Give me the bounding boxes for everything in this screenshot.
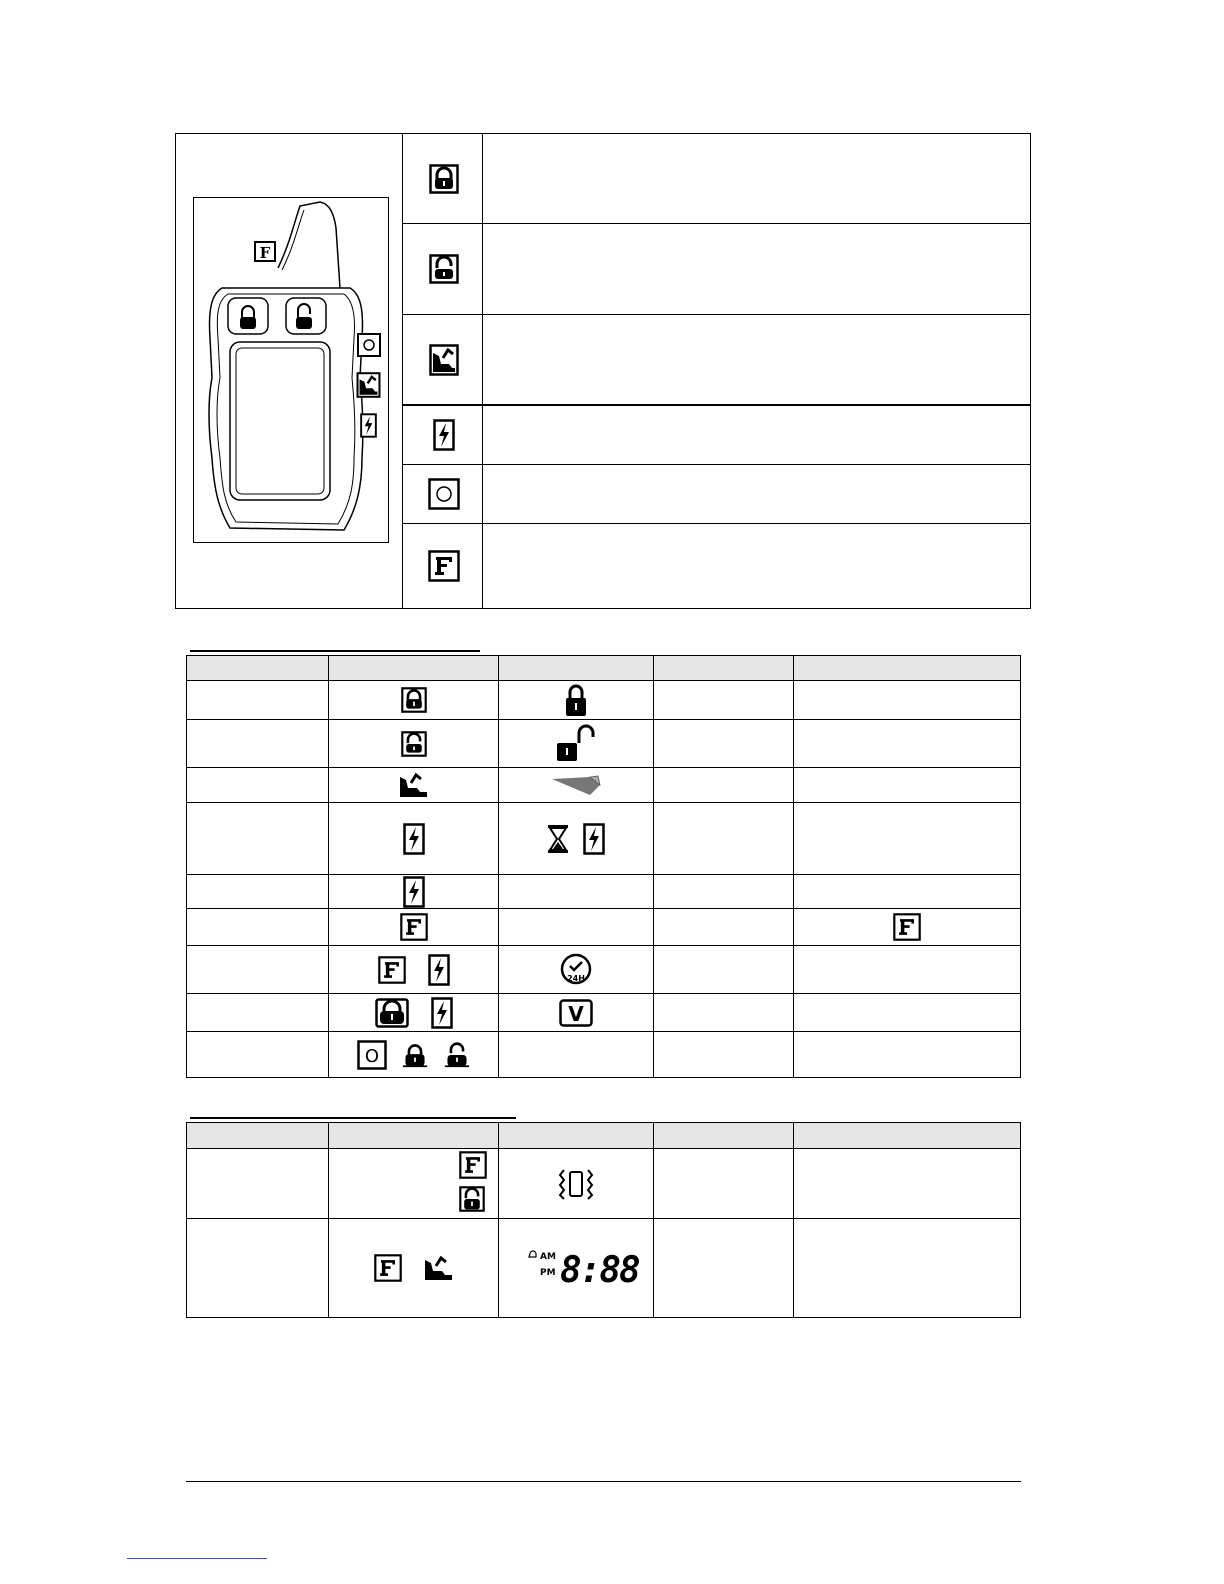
guide-trunk-description — [496, 315, 1018, 404]
table2-row1-label — [187, 1149, 328, 1218]
remote-lightning-icon — [360, 412, 377, 439]
button-combinations-table — [186, 1122, 1021, 1318]
table2-row2-display — [499, 1219, 653, 1317]
f-button-icon — [428, 550, 460, 582]
lock-icon — [429, 164, 459, 194]
table1-row5-display — [499, 875, 653, 908]
table1-title-underline — [190, 650, 480, 652]
trunk-icon — [429, 344, 459, 376]
table1-row7-press — [329, 946, 498, 993]
button-functions-table — [186, 655, 1021, 1078]
table1-row4-display — [499, 803, 653, 874]
svg-text:PM: PM — [540, 1268, 556, 1278]
table1-row3-label — [187, 768, 328, 802]
table1-row1-display — [499, 681, 653, 719]
table1-row4-press — [329, 803, 498, 874]
table1-row7-col4 — [654, 946, 793, 993]
guide-circle-cell — [404, 465, 483, 523]
remote-illustration — [193, 197, 389, 543]
table1-row6-label — [187, 909, 328, 945]
table1-row8-press — [329, 994, 498, 1031]
table1-row1-label — [187, 681, 328, 719]
table2-row1-display — [499, 1149, 653, 1218]
remote-circle-icon — [357, 333, 381, 357]
lightning-icon — [433, 419, 455, 451]
remote-trunk-icon — [356, 372, 381, 398]
table1-row6-display — [499, 909, 653, 945]
lock-icon — [401, 687, 427, 713]
table1-row1-col4 — [654, 681, 793, 719]
guide-f-description — [496, 524, 1018, 608]
guide-unlock-description — [496, 224, 1018, 314]
lightning-icon — [583, 823, 605, 855]
guide-lightning-cell — [404, 406, 483, 464]
table1-row5-col4 — [654, 875, 793, 908]
lock-icon — [401, 1042, 429, 1068]
table1-row5-col5 — [794, 875, 1020, 908]
table1-row8-label — [187, 994, 328, 1031]
table2-header-row — [187, 1123, 1020, 1149]
f-button-icon — [374, 1254, 402, 1282]
table1-row4-label — [187, 803, 328, 874]
svg-text:V: V — [568, 1001, 584, 1026]
f-button-icon — [378, 956, 406, 984]
lightning-icon — [403, 823, 425, 855]
v-box-icon — [559, 999, 593, 1027]
hourglass-icon — [547, 824, 569, 854]
guide-lock-description — [496, 134, 1018, 223]
circle-button-icon — [428, 478, 460, 510]
table1-row2-label — [187, 720, 328, 767]
trunk-lid-icon — [550, 773, 602, 797]
table2-title-underline — [190, 1117, 516, 1119]
guide-lock-cell — [404, 134, 483, 223]
guide-lightning-description — [496, 406, 1018, 464]
o-button-icon — [357, 1040, 387, 1070]
svg-text:F: F — [259, 244, 271, 262]
table1-row1-press — [329, 681, 498, 719]
footer-rule — [186, 1481, 1021, 1482]
table1-row7-label — [187, 946, 328, 993]
padlock-open-icon — [553, 723, 599, 765]
guide-f-cell — [404, 524, 483, 608]
vibrate-icon — [556, 1166, 596, 1202]
table1-row4-col4 — [654, 803, 793, 874]
padlock-closed-icon — [564, 682, 588, 718]
column-divider — [402, 134, 403, 608]
table1-row6-col5 — [794, 909, 1020, 945]
table1-row5-press — [329, 875, 498, 908]
guide-circle-description — [496, 465, 1018, 523]
table1-row1-col5 — [794, 681, 1020, 719]
clock-24h-icon — [558, 953, 594, 987]
unlock-icon — [429, 254, 459, 284]
table1-row9-display — [499, 1032, 653, 1077]
table1-row4-col5 — [794, 803, 1020, 874]
guide-unlock-cell — [404, 224, 483, 314]
footer-link-underline[interactable] — [127, 1558, 267, 1559]
table1-row6-col4 — [654, 909, 793, 945]
svg-text:8:88: 8:88 — [560, 1250, 639, 1291]
table2-row1-press — [459, 1151, 487, 1213]
table1-row3-display — [499, 768, 653, 802]
unlock-icon — [443, 1042, 471, 1068]
remote-drawing — [194, 198, 388, 542]
lightning-icon — [431, 997, 453, 1029]
trunk-icon — [424, 1255, 454, 1281]
lock-icon — [375, 998, 409, 1028]
lightning-icon — [403, 876, 425, 908]
table1-row3-col5 — [794, 768, 1020, 802]
table2-row2-col4 — [654, 1219, 793, 1317]
table1-row7-col5 — [794, 946, 1020, 993]
table2-row1-col5 — [794, 1149, 1020, 1218]
svg-text:24H: 24H — [567, 973, 585, 983]
table2-row2-col5 — [794, 1219, 1020, 1317]
table1-row2-col4 — [654, 720, 793, 767]
table1-row8-display — [499, 994, 653, 1031]
trunk-icon — [399, 772, 429, 798]
table1-row9-col5 — [794, 1032, 1020, 1077]
table1-row2-display — [499, 720, 653, 767]
unlock-icon — [459, 1185, 485, 1213]
f-button-icon — [400, 913, 428, 941]
table1-row8-col5 — [794, 994, 1020, 1031]
table2-row2-label — [187, 1219, 328, 1317]
table1-header-row — [187, 656, 1020, 681]
table1-row2-press — [329, 720, 498, 767]
lightning-icon — [428, 954, 450, 986]
lcd-clock-icon — [526, 1248, 639, 1291]
table2-row1-col4 — [654, 1149, 793, 1218]
table1-row7-display — [499, 946, 653, 993]
f-button-icon — [459, 1151, 487, 1179]
table1-row3-col4 — [654, 768, 793, 802]
unlock-icon — [401, 731, 427, 757]
table1-row3-press — [329, 768, 498, 802]
table1-row2-col5 — [794, 720, 1020, 767]
table2-row2-press — [329, 1219, 498, 1317]
table1-row9-press — [329, 1032, 498, 1077]
table1-row6-press — [329, 909, 498, 945]
table1-row9-label — [187, 1032, 328, 1077]
svg-text:AM: AM — [540, 1252, 556, 1262]
table1-row8-col4 — [654, 994, 793, 1031]
table1-row9-col4 — [654, 1032, 793, 1077]
guide-trunk-cell — [404, 315, 483, 404]
f-button-icon — [893, 913, 921, 941]
table1-row5-label — [187, 875, 328, 908]
svg-text:O: O — [364, 1045, 379, 1067]
